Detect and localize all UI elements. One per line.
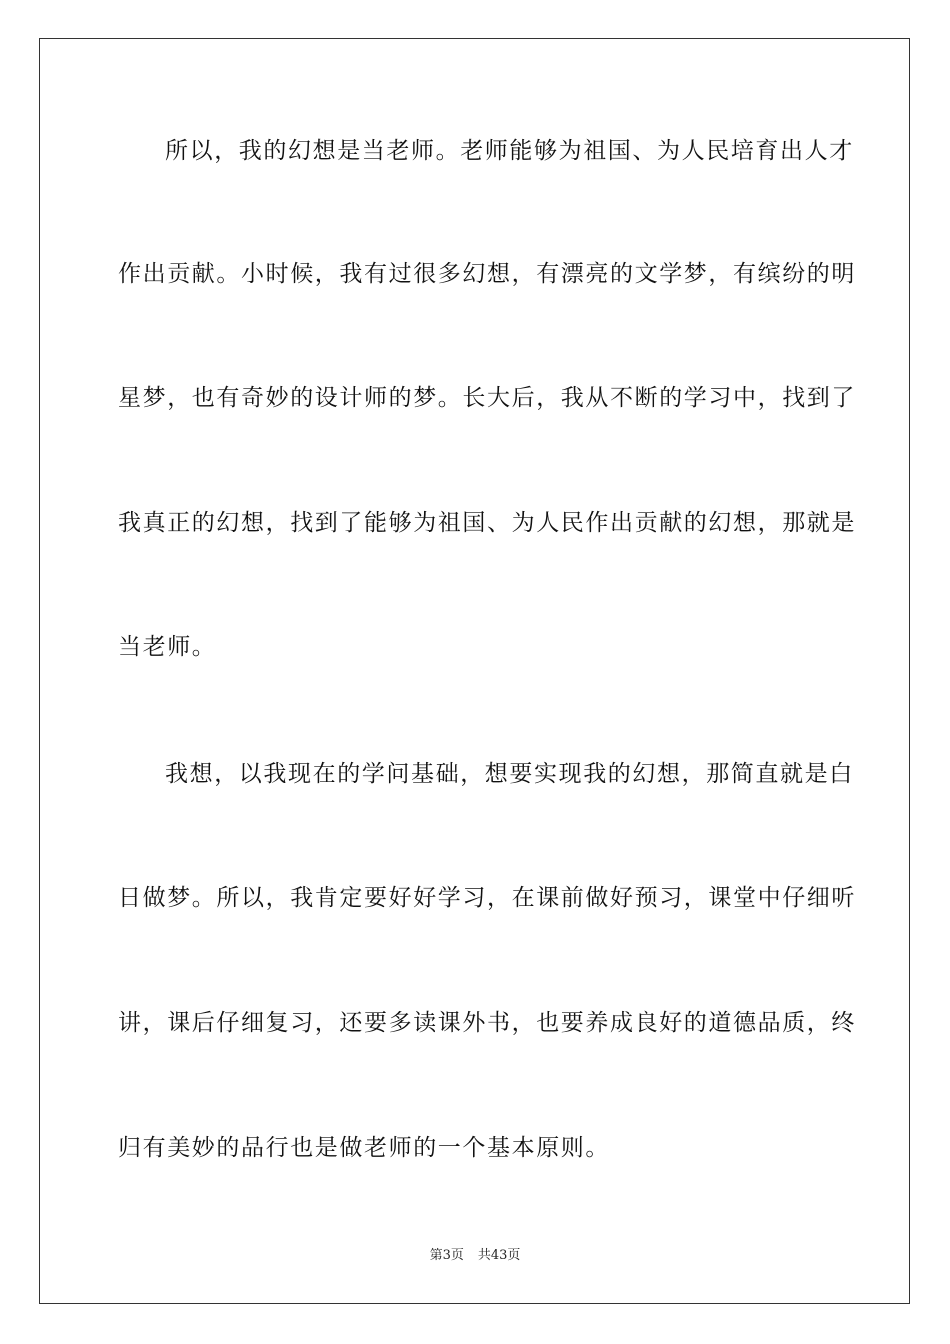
paragraph-2-line-4: 归有美妙的品行也是做老师的一个基本原则。 [118, 1135, 610, 1161]
paragraph-2-line-1: 我想，以我现在的学问基础，想要实现我的幻想，那简直就是白 [165, 761, 854, 787]
page-footer [0, 1247, 950, 1265]
paragraph-1-line-3: 星梦，也有奇妙的设计师的梦。长大后，我从不断的学习中，找到了 [118, 385, 856, 411]
paragraph-1-line-1: 所以，我的幻想是当老师。老师能够为祖国、为人民培育出人才 [165, 138, 854, 164]
paragraph-1-line-4: 我真正的幻想，找到了能够为祖国、为人民作出贡献的幻想，那就是 [118, 510, 856, 536]
paragraph-1-line-5: 当老师。 [118, 634, 217, 660]
paragraph-2-line-2: 日做梦。所以，我肯定要好好学习，在课前做好预习，课堂中仔细听 [118, 885, 856, 911]
page-border [39, 38, 910, 1304]
paragraph-2-line-3: 讲，课后仔细复习，还要多读课外书，也要养成良好的道德品质，终 [118, 1010, 856, 1036]
page-number: 第3页 [429, 1248, 464, 1263]
paragraph-1-line-2: 作出贡献。小时候，我有过很多幻想，有漂亮的文学梦，有缤纷的明 [118, 261, 856, 287]
page-total: 共43页 [477, 1248, 521, 1263]
